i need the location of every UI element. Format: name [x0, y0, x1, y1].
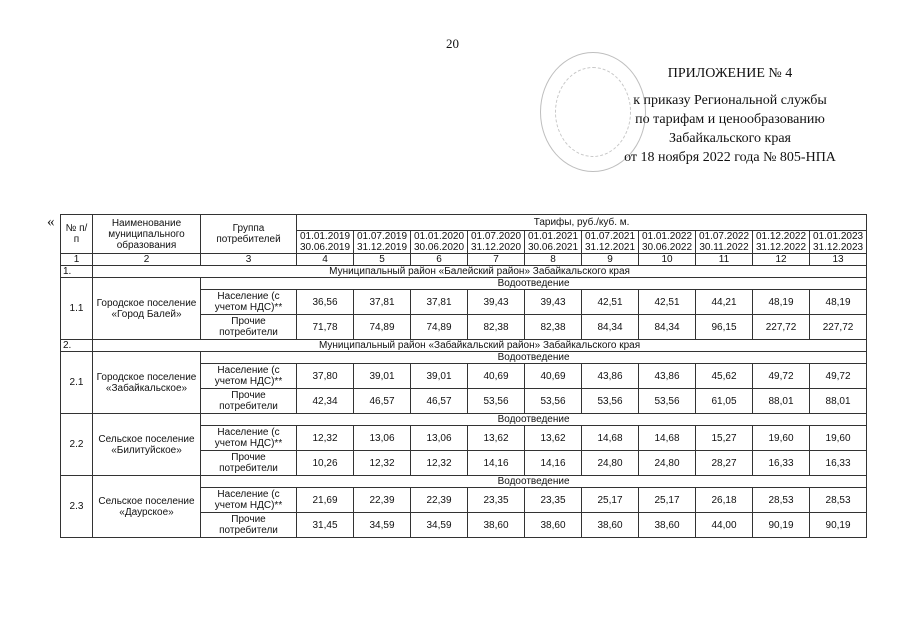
- tariff-value: 88,01: [810, 389, 867, 414]
- tariff-value: 24,80: [582, 451, 639, 476]
- tariff-value: 42,51: [639, 290, 696, 315]
- tariff-value: 13,62: [468, 426, 525, 451]
- tariff-value: 48,19: [810, 290, 867, 315]
- tariff-value: 82,38: [525, 315, 582, 340]
- header-line: по тарифам и ценообразованию: [635, 112, 825, 127]
- tariff-value: 90,19: [810, 513, 867, 538]
- tariff-value: 28,53: [753, 488, 810, 513]
- tariff-value: 12,32: [354, 451, 411, 476]
- tariff-value: 19,60: [753, 426, 810, 451]
- tariff-value: 44,21: [696, 290, 753, 315]
- tariff-value: 24,80: [639, 451, 696, 476]
- tariff-value: 22,39: [354, 488, 411, 513]
- tariff-value: 26,18: [696, 488, 753, 513]
- tariff-value: 25,17: [639, 488, 696, 513]
- column-number: 3: [201, 254, 297, 266]
- tariff-value: 19,60: [810, 426, 867, 451]
- header-line: Забайкальского края: [668, 131, 791, 146]
- column-number: 13: [810, 254, 867, 266]
- tariff-value: 227,72: [753, 315, 810, 340]
- tariff-value: 53,56: [639, 389, 696, 414]
- tariff-value: 14,68: [639, 426, 696, 451]
- tariff-value: 90,19: [753, 513, 810, 538]
- period-header: [639, 231, 696, 254]
- tariff-value: 46,57: [354, 389, 411, 414]
- tariff-value: 23,35: [525, 488, 582, 513]
- period-header: [468, 231, 525, 254]
- tariff-value: 74,89: [354, 315, 411, 340]
- period-to: 30.11.2022: [699, 242, 749, 253]
- page-number: 20: [446, 36, 459, 51]
- consumer-group: Прочие потребители: [201, 389, 297, 414]
- consumer-group: Население (с учетом НДС)**: [201, 488, 297, 513]
- period-to: 31.12.2022: [755, 242, 807, 253]
- period-header: [297, 231, 354, 254]
- service-row: [61, 414, 867, 426]
- column-number: 7: [468, 254, 525, 266]
- entity-name: Сельское поселение «Даурское»: [93, 476, 201, 538]
- tariff-value: 37,80: [297, 364, 354, 389]
- tariff-value: 43,86: [582, 364, 639, 389]
- entity-name: Городское поселение «Город Балей»: [93, 278, 201, 340]
- service-label: Водоотведение: [201, 414, 867, 426]
- period-to: 30.06.2021: [527, 242, 579, 253]
- tariff-value: 25,17: [582, 488, 639, 513]
- period-to: 30.06.2020: [413, 242, 465, 253]
- service-row: [61, 278, 867, 290]
- period-header: [696, 231, 753, 254]
- tariff-table: [60, 214, 867, 538]
- section-title: Муниципальный район «Балейский район» Забайкальского края: [93, 266, 867, 278]
- period-from: 01.01.2020: [413, 231, 465, 242]
- tariff-value: 34,59: [354, 513, 411, 538]
- tariff-value: 71,78: [297, 315, 354, 340]
- section-row: [61, 340, 867, 352]
- section-number: 2.: [61, 340, 93, 352]
- col-header-name: Наименование муниципального образования: [93, 215, 201, 254]
- column-number: 4: [297, 254, 354, 266]
- tariff-value: 31,45: [297, 513, 354, 538]
- period-from: 01.07.2021: [584, 231, 636, 242]
- tariff-value: 39,01: [354, 364, 411, 389]
- column-number: 6: [411, 254, 468, 266]
- tariff-value: 49,72: [753, 364, 810, 389]
- tariff-value: 53,56: [525, 389, 582, 414]
- tariff-value: 34,59: [411, 513, 468, 538]
- appendix-header: [600, 64, 860, 167]
- column-number: 9: [582, 254, 639, 266]
- tariff-value: 16,33: [810, 451, 867, 476]
- col-header-num: № п/п: [61, 215, 93, 254]
- period-to: 31.12.2023: [813, 242, 864, 253]
- period-from: 01.07.2020: [470, 231, 522, 242]
- entity-number: 2.3: [61, 476, 93, 538]
- tariff-value: 37,81: [354, 290, 411, 315]
- tariff-value: 61,05: [696, 389, 753, 414]
- column-number: 10: [639, 254, 696, 266]
- appendix-title: ПРИЛОЖЕНИЕ № 4: [667, 66, 793, 81]
- period-from: 01.01.2023: [813, 231, 864, 242]
- tariff-value: 28,53: [810, 488, 867, 513]
- tariff-value: 12,32: [297, 426, 354, 451]
- tariff-value: 84,34: [639, 315, 696, 340]
- tariff-value: 28,27: [696, 451, 753, 476]
- tariff-value: 43,86: [639, 364, 696, 389]
- period-from: 01.01.2022: [641, 231, 693, 242]
- tariff-value: 74,89: [411, 315, 468, 340]
- tariff-value: 53,56: [582, 389, 639, 414]
- period-to: 31.12.2021: [584, 242, 636, 253]
- tariff-value: 39,43: [468, 290, 525, 315]
- tariff-value: 88,01: [753, 389, 810, 414]
- tariff-value: 44,00: [696, 513, 753, 538]
- period-to: 31.12.2020: [470, 242, 522, 253]
- tariff-value: 10,26: [297, 451, 354, 476]
- period-header: [354, 231, 411, 254]
- column-number: 8: [525, 254, 582, 266]
- tariff-value: 14,16: [525, 451, 582, 476]
- service-row: [61, 352, 867, 364]
- tariff-value: 227,72: [810, 315, 867, 340]
- tariff-value: 13,62: [525, 426, 582, 451]
- consumer-group: Прочие потребители: [201, 451, 297, 476]
- tariff-value: 14,68: [582, 426, 639, 451]
- tariff-value: 39,01: [411, 364, 468, 389]
- section-number: 1.: [61, 266, 93, 278]
- period-header: [810, 231, 867, 254]
- tariff-value: 40,69: [468, 364, 525, 389]
- entity-name: Сельское поселение «Билитуйское»: [93, 414, 201, 476]
- tariff-value: 39,43: [525, 290, 582, 315]
- period-from: 01.01.2019: [299, 231, 351, 242]
- column-number: 12: [753, 254, 810, 266]
- service-row: [61, 476, 867, 488]
- period-to: 31.12.2019: [356, 242, 408, 253]
- period-from: 01.07.2022: [698, 231, 750, 242]
- service-label: Водоотведение: [201, 476, 867, 488]
- header-line: от 18 ноября 2022 года № 805-НПА: [624, 150, 836, 165]
- tariff-value: 96,15: [696, 315, 753, 340]
- tariff-value: 21,69: [297, 488, 354, 513]
- consumer-group: Население (с учетом НДС)**: [201, 290, 297, 315]
- tariff-value: 22,39: [411, 488, 468, 513]
- period-to: 30.06.2019: [299, 242, 351, 253]
- period-from: 01.01.2021: [527, 231, 579, 242]
- column-number: 2: [93, 254, 201, 266]
- service-label: Водоотведение: [201, 278, 867, 290]
- col-header-tariffs: Тарифы, руб./куб. м.: [297, 215, 867, 231]
- entity-number: 2.1: [61, 352, 93, 414]
- tariff-value: 12,32: [411, 451, 468, 476]
- consumer-group: Население (с учетом НДС)**: [201, 426, 297, 451]
- tariff-value: 40,69: [525, 364, 582, 389]
- tariff-value: 38,60: [582, 513, 639, 538]
- column-number: 11: [696, 254, 753, 266]
- tariff-value: 46,57: [411, 389, 468, 414]
- tariff-value: 42,34: [297, 389, 354, 414]
- tariff-value: 13,06: [354, 426, 411, 451]
- period-from: 01.12.2022: [755, 231, 807, 242]
- period-header: [753, 231, 810, 254]
- tariff-value: 82,38: [468, 315, 525, 340]
- entity-number: 2.2: [61, 414, 93, 476]
- column-number-row: [61, 254, 867, 266]
- column-number: 1: [61, 254, 93, 266]
- column-number: 5: [354, 254, 411, 266]
- header-row: [61, 215, 867, 231]
- consumer-group: Население (с учетом НДС)**: [201, 364, 297, 389]
- tariff-value: 48,19: [753, 290, 810, 315]
- tariff-value: 53,56: [468, 389, 525, 414]
- tariff-value: 84,34: [582, 315, 639, 340]
- period-from: 01.07.2019: [356, 231, 408, 242]
- period-header: [525, 231, 582, 254]
- section-row: [61, 266, 867, 278]
- entity-number: 1.1: [61, 278, 93, 340]
- tariff-value: 38,60: [639, 513, 696, 538]
- tariff-value: 15,27: [696, 426, 753, 451]
- period-header: [582, 231, 639, 254]
- period-to: 30.06.2022: [641, 242, 693, 253]
- tariff-value: 49,72: [810, 364, 867, 389]
- service-label: Водоотведение: [201, 352, 867, 364]
- section-title: Муниципальный район «Забайкальский район» Забайкальского края: [93, 340, 867, 352]
- tariff-value: 42,51: [582, 290, 639, 315]
- tariff-value: 38,60: [525, 513, 582, 538]
- entity-name: Городское поселение «Забайкальское»: [93, 352, 201, 414]
- col-header-group: Группа потребителей: [201, 215, 297, 254]
- tariff-value: 45,62: [696, 364, 753, 389]
- tariff-value: 14,16: [468, 451, 525, 476]
- opening-quote: «: [47, 214, 55, 230]
- tariff-value: 37,81: [411, 290, 468, 315]
- header-line: к приказу Региональной службы: [633, 93, 827, 108]
- tariff-value: 13,06: [411, 426, 468, 451]
- tariff-value: 36,56: [297, 290, 354, 315]
- period-header: [411, 231, 468, 254]
- tariff-value: 16,33: [753, 451, 810, 476]
- consumer-group: Прочие потребители: [201, 315, 297, 340]
- consumer-group: Прочие потребители: [201, 513, 297, 538]
- tariff-value: 23,35: [468, 488, 525, 513]
- tariff-value: 38,60: [468, 513, 525, 538]
